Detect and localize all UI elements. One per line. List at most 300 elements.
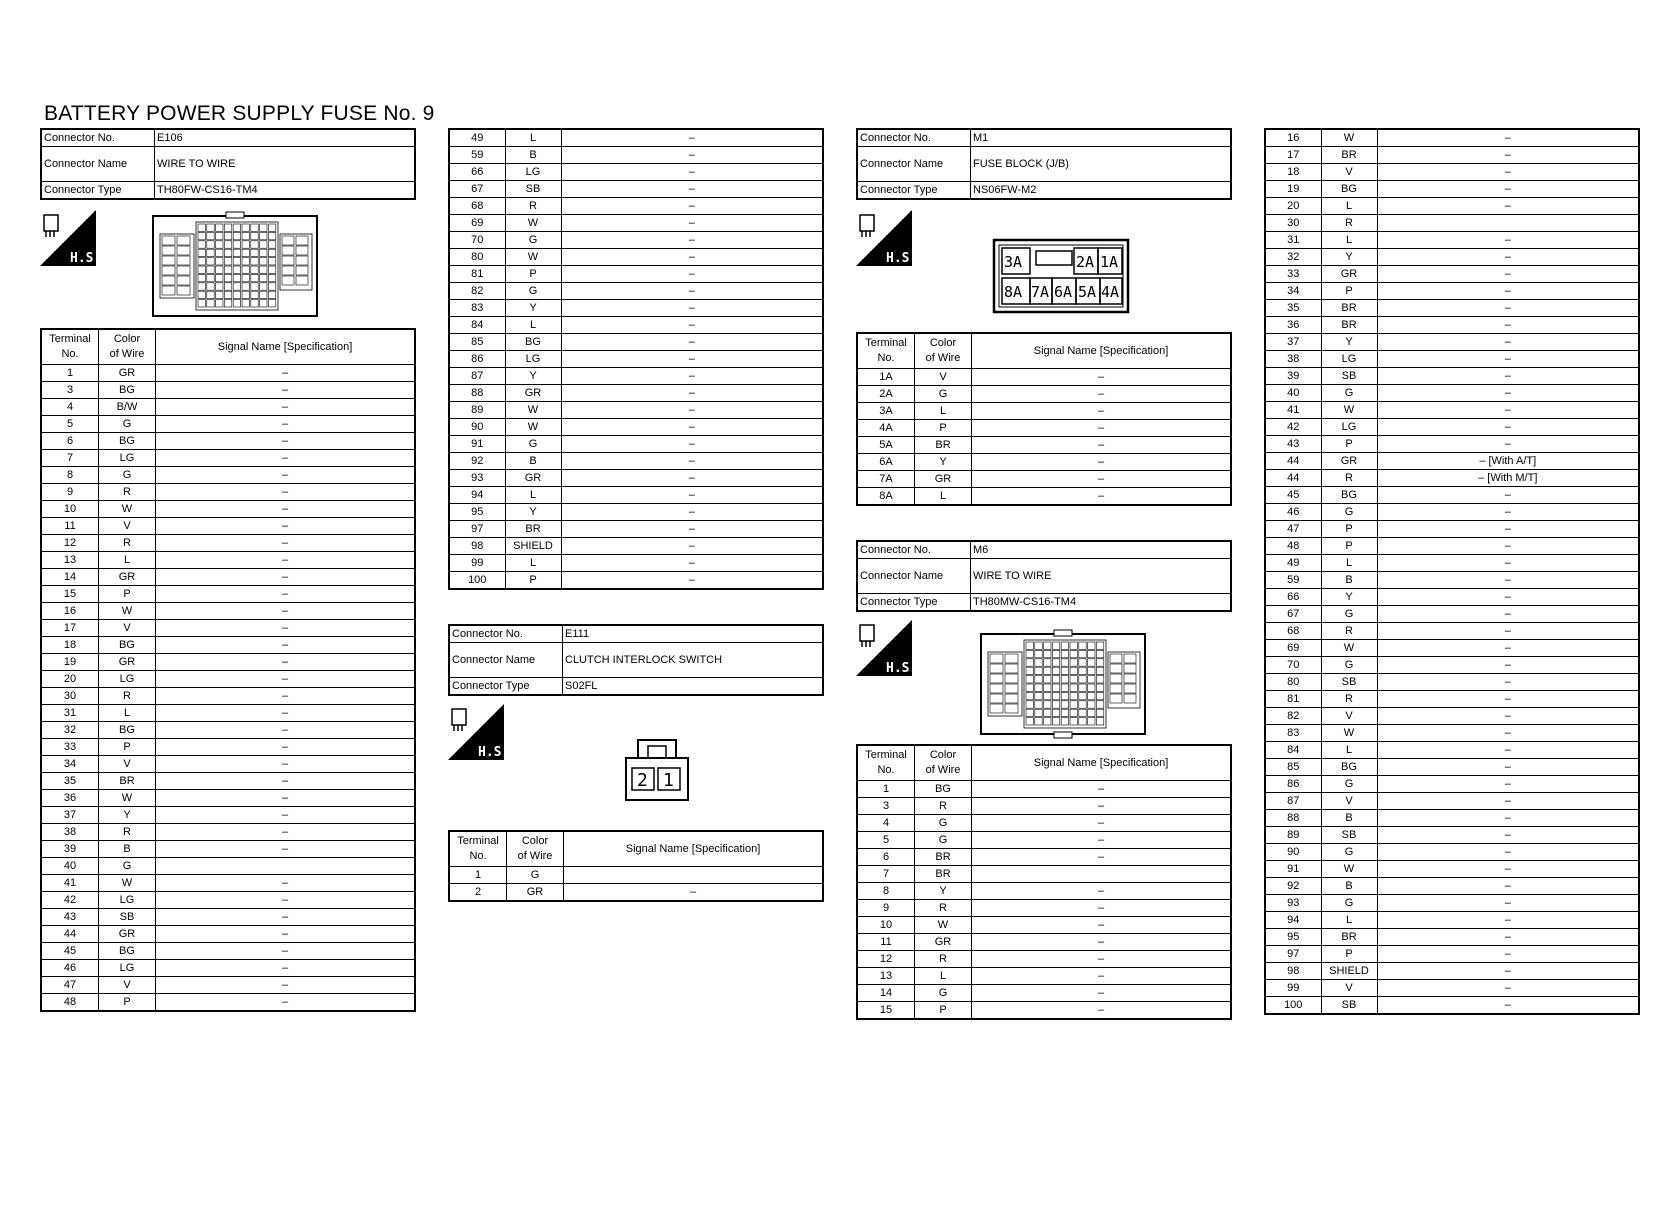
signal-name-cell: – <box>1377 861 1639 878</box>
terminal-no-cell: 68 <box>449 198 505 215</box>
table-row <box>449 572 823 590</box>
wire-color-cell: P <box>99 739 156 756</box>
signal-name-cell: – <box>564 884 824 902</box>
table-row <box>449 419 823 436</box>
signal-name-cell: – <box>156 960 416 977</box>
harness-side-icon <box>856 210 918 266</box>
wire-color-cell: W <box>505 402 561 419</box>
terminal-no-cell: 68 <box>1265 623 1321 640</box>
table-row <box>1265 317 1639 334</box>
signal-name-cell: – <box>156 535 416 552</box>
connector-name-label: Connector Name <box>857 559 971 594</box>
signal-name-cell: – <box>1377 725 1639 742</box>
terminal-no-cell: 83 <box>449 300 505 317</box>
wire-color-cell: P <box>99 994 156 1012</box>
terminal-no-cell: 43 <box>41 909 99 926</box>
signal-name-cell: – <box>1377 878 1639 895</box>
signal-name-cell: – <box>561 555 823 572</box>
table-row <box>449 884 823 902</box>
wire-color-cell: Y <box>1321 249 1377 266</box>
table-row <box>41 467 415 484</box>
wire-color-cell: GR <box>99 365 156 382</box>
wire-color-cell: BG <box>915 781 972 798</box>
terminal-no-cell: 19 <box>1265 181 1321 198</box>
table-row <box>1265 436 1639 453</box>
terminal-no-cell: 80 <box>449 249 505 266</box>
terminal-no-cell: 90 <box>449 419 505 436</box>
terminal-no-cell: 37 <box>1265 334 1321 351</box>
wire-color-cell: BG <box>1321 487 1377 504</box>
wire-color-cell: L <box>505 129 561 147</box>
terminal-no-cell: 99 <box>1265 980 1321 997</box>
terminal-no-cell: 99 <box>449 555 505 572</box>
table-row <box>41 943 415 960</box>
wire-color-cell: L <box>99 552 156 569</box>
wire-color-cell: P <box>1321 283 1377 300</box>
connector-e106-continued-section <box>448 128 824 902</box>
terminal-no-cell: 82 <box>449 283 505 300</box>
wire-color-cell: R <box>915 798 972 815</box>
signal-name-cell: – <box>972 917 1232 934</box>
table-row <box>41 450 415 467</box>
signal-name-cell: – <box>1377 487 1639 504</box>
signal-name-cell <box>1377 215 1639 232</box>
table-row <box>857 866 1231 883</box>
signal-name-cell: – <box>156 416 416 433</box>
wire-color-cell: BR <box>1321 300 1377 317</box>
signal-name-cell: – <box>1377 793 1639 810</box>
wire-color-cell: L <box>1321 912 1377 929</box>
signal-name-cell: – <box>156 875 416 892</box>
wire-color-cell: BR <box>915 866 972 883</box>
terminal-no-cell: 11 <box>857 934 915 951</box>
terminal-no-cell: 20 <box>41 671 99 688</box>
table-row <box>857 454 1231 471</box>
table-row <box>41 688 415 705</box>
signal-name-cell: – <box>972 968 1232 985</box>
table-row <box>41 977 415 994</box>
wire-color-cell: W <box>505 249 561 266</box>
signal-name-cell: – <box>972 369 1232 386</box>
signal-name-cell: – <box>1377 351 1639 368</box>
wire-color-cell: L <box>1321 555 1377 572</box>
terminal-no-cell: 41 <box>1265 402 1321 419</box>
table-row <box>857 883 1231 900</box>
signal-name-cell: – <box>1377 776 1639 793</box>
svg-text:H.S.: H.S. <box>886 661 918 676</box>
connector-no-value: E106 <box>155 129 416 147</box>
signal-name-cell: – <box>561 334 823 351</box>
table-row <box>1265 708 1639 725</box>
signal-name-cell: – <box>972 403 1232 420</box>
signal-name-cell: – <box>156 671 416 688</box>
table-row <box>41 671 415 688</box>
wire-color-cell: B <box>1321 878 1377 895</box>
terminal-no-cell: 3 <box>857 798 915 815</box>
page-title: BATTERY POWER SUPPLY FUSE No. 9 <box>44 102 435 125</box>
wire-color-cell: SB <box>99 909 156 926</box>
wire-color-cell: B <box>1321 572 1377 589</box>
table-row <box>449 266 823 283</box>
signal-name-cell: – <box>1377 538 1639 555</box>
signal-name-cell <box>156 858 416 875</box>
table-row <box>1265 181 1639 198</box>
terminal-no-cell: 1A <box>857 369 915 386</box>
terminal-no-cell: 6 <box>857 849 915 866</box>
connector-type-label: Connector Type <box>449 678 563 696</box>
terminal-no-cell: 84 <box>449 317 505 334</box>
svg-text:1A: 1A <box>1100 253 1119 271</box>
table-row <box>1265 980 1639 997</box>
table-row <box>857 1002 1231 1020</box>
terminal-no-cell: 33 <box>1265 266 1321 283</box>
terminal-no-header: Terminal No. <box>857 745 915 781</box>
wire-color-cell: BR <box>915 437 972 454</box>
terminal-no-cell: 18 <box>41 637 99 654</box>
table-row <box>1265 674 1639 691</box>
signal-name-cell: – <box>561 402 823 419</box>
table-row <box>1265 538 1639 555</box>
signal-name-cell: – <box>1377 368 1639 385</box>
wire-color-cell: BG <box>99 433 156 450</box>
terminal-no-cell: 67 <box>1265 606 1321 623</box>
connector-m6-continued-section <box>1264 128 1640 1015</box>
wire-color-cell: B <box>505 453 561 470</box>
terminal-no-cell: 4 <box>41 399 99 416</box>
table-row <box>857 781 1231 798</box>
signal-name-cell <box>564 867 824 884</box>
terminal-no-header: Terminal No. <box>41 329 99 365</box>
table-row <box>41 739 415 756</box>
signal-name-cell: – <box>1377 657 1639 674</box>
terminal-no-cell: 92 <box>1265 878 1321 895</box>
color-header: Color of Wire <box>915 745 972 781</box>
wire-color-cell: L <box>99 705 156 722</box>
wire-color-cell: L <box>915 488 972 506</box>
terminal-no-cell: 19 <box>41 654 99 671</box>
signal-name-cell: – <box>561 181 823 198</box>
table-row <box>41 824 415 841</box>
wire-color-cell: R <box>1321 691 1377 708</box>
table-row <box>449 351 823 368</box>
table-row <box>41 875 415 892</box>
signal-name-cell: – <box>1377 606 1639 623</box>
wire-color-cell: L <box>505 555 561 572</box>
table-row <box>41 382 415 399</box>
terminal-no-cell: 35 <box>1265 300 1321 317</box>
terminal-no-cell: 87 <box>449 368 505 385</box>
signal-name-cell: – <box>561 504 823 521</box>
signal-name-cell: – [With M/T] <box>1377 470 1639 487</box>
svg-text:3A: 3A <box>1004 253 1023 271</box>
signal-name-cell: – <box>1377 708 1639 725</box>
wire-color-cell: GR <box>99 926 156 943</box>
table-row <box>449 538 823 555</box>
wire-color-cell: V <box>99 518 156 535</box>
table-row <box>41 654 415 671</box>
svg-text:6A: 6A <box>1054 283 1073 301</box>
signal-name-cell: – <box>561 385 823 402</box>
signal-name-cell: – <box>561 453 823 470</box>
signal-name-cell: – <box>156 450 416 467</box>
signal-name-cell: – <box>156 620 416 637</box>
signal-name-cell: – <box>1377 555 1639 572</box>
table-row <box>857 968 1231 985</box>
table-row <box>1265 300 1639 317</box>
wire-color-cell: SB <box>505 181 561 198</box>
signal-name-cell: – <box>1377 929 1639 946</box>
wire-color-cell: B <box>505 147 561 164</box>
table-row <box>1265 283 1639 300</box>
svg-text:1: 1 <box>663 770 674 791</box>
wire-color-cell: GR <box>915 934 972 951</box>
svg-text:H.S.: H.S. <box>886 251 918 266</box>
terminal-no-cell: 48 <box>41 994 99 1012</box>
wire-color-cell: BG <box>99 637 156 654</box>
wire-color-cell: G <box>1321 504 1377 521</box>
table-row <box>41 705 415 722</box>
terminal-no-cell: 34 <box>1265 283 1321 300</box>
connector-type-value: TH80FW-CS16-TM4 <box>155 182 416 200</box>
signal-name-cell: – <box>972 420 1232 437</box>
signal-name-cell: – <box>156 926 416 943</box>
signal-name-cell <box>972 866 1232 883</box>
wire-color-cell: BG <box>99 722 156 739</box>
signal-name-cell: – <box>972 488 1232 506</box>
signal-name-cell: – <box>1377 266 1639 283</box>
wire-color-cell: Y <box>99 807 156 824</box>
table-row <box>449 181 823 198</box>
table-row <box>1265 504 1639 521</box>
terminal-no-cell: 18 <box>1265 164 1321 181</box>
terminal-no-cell: 40 <box>41 858 99 875</box>
terminal-no-cell: 59 <box>1265 572 1321 589</box>
table-row <box>449 521 823 538</box>
terminal-no-cell: 32 <box>41 722 99 739</box>
signal-name-cell: – <box>972 883 1232 900</box>
terminal-no-cell: 12 <box>857 951 915 968</box>
wire-color-cell: Y <box>1321 334 1377 351</box>
terminal-no-cell: 38 <box>41 824 99 841</box>
terminal-no-cell: 80 <box>1265 674 1321 691</box>
terminal-no-cell: 97 <box>449 521 505 538</box>
terminal-no-cell: 44 <box>41 926 99 943</box>
svg-text:H.S.: H.S. <box>70 251 102 266</box>
terminal-no-cell: 91 <box>1265 861 1321 878</box>
terminal-no-cell: 9 <box>41 484 99 501</box>
connector-name-value: FUSE BLOCK (J/B) <box>971 147 1232 182</box>
table-row <box>1265 776 1639 793</box>
signal-name-cell: – <box>561 470 823 487</box>
signal-name-cell: – <box>156 841 416 858</box>
wire-color-cell: W <box>505 215 561 232</box>
terminal-no-cell: 5 <box>857 832 915 849</box>
wire-color-cell: SB <box>1321 827 1377 844</box>
terminal-no-cell: 10 <box>857 917 915 934</box>
terminal-no-cell: 95 <box>1265 929 1321 946</box>
table-row <box>449 487 823 504</box>
table-row <box>449 334 823 351</box>
wire-color-cell: BR <box>1321 317 1377 334</box>
table-row <box>1265 657 1639 674</box>
harness-side-icon <box>448 704 510 760</box>
signal-header: Signal Name [Specification] <box>156 329 416 365</box>
signal-name-cell: – <box>972 832 1232 849</box>
wire-color-cell: G <box>915 832 972 849</box>
wire-color-cell: V <box>915 369 972 386</box>
signal-name-cell: – <box>156 773 416 790</box>
table-row <box>449 164 823 181</box>
wire-color-cell: LG <box>505 351 561 368</box>
wire-color-cell: W <box>1321 725 1377 742</box>
terminal-no-cell: 69 <box>1265 640 1321 657</box>
table-row <box>1265 640 1639 657</box>
table-row <box>41 586 415 603</box>
terminal-no-cell: 45 <box>1265 487 1321 504</box>
color-header: Color of Wire <box>507 831 564 867</box>
terminal-no-cell: 17 <box>1265 147 1321 164</box>
signal-header: Signal Name [Specification] <box>564 831 824 867</box>
terminal-no-cell: 13 <box>857 968 915 985</box>
table-row <box>1265 861 1639 878</box>
wire-color-cell: V <box>99 620 156 637</box>
table-row <box>1265 266 1639 283</box>
connector-e106-section <box>40 128 416 1012</box>
wire-color-cell: BG <box>99 382 156 399</box>
terminal-no-cell: 31 <box>41 705 99 722</box>
table-row <box>449 300 823 317</box>
signal-name-cell: – <box>156 501 416 518</box>
signal-name-cell: – <box>561 487 823 504</box>
signal-header: Signal Name [Specification] <box>972 333 1232 369</box>
wire-color-cell: BG <box>1321 181 1377 198</box>
wire-color-cell: R <box>915 900 972 917</box>
wire-color-cell: G <box>505 232 561 249</box>
wire-color-cell: G <box>915 815 972 832</box>
terminal-no-cell: 4 <box>857 815 915 832</box>
signal-name-cell: – <box>1377 623 1639 640</box>
terminal-no-cell: 10 <box>41 501 99 518</box>
table-row <box>857 815 1231 832</box>
signal-name-cell: – <box>561 198 823 215</box>
wire-color-cell: BR <box>915 849 972 866</box>
terminal-no-cell: 85 <box>449 334 505 351</box>
signal-name-cell: – <box>1377 402 1639 419</box>
signal-name-cell: – <box>1377 980 1639 997</box>
table-row <box>1265 419 1639 436</box>
wire-color-cell: BR <box>1321 929 1377 946</box>
table-row <box>1265 810 1639 827</box>
table-row <box>1265 402 1639 419</box>
connector-face-e111 <box>624 738 690 804</box>
signal-name-cell: – <box>1377 844 1639 861</box>
signal-name-cell: – <box>972 781 1232 798</box>
terminal-table-m6-a <box>856 744 1232 1020</box>
connector-type-value: NS06FW-M2 <box>971 182 1232 200</box>
terminal-no-cell: 86 <box>449 351 505 368</box>
table-row <box>1265 878 1639 895</box>
wire-color-cell: Y <box>915 883 972 900</box>
table-row <box>1265 929 1639 946</box>
wire-color-cell: L <box>915 403 972 420</box>
wire-color-cell: G <box>915 985 972 1002</box>
terminal-table-m1 <box>856 332 1232 506</box>
table-row <box>41 960 415 977</box>
table-row <box>1265 589 1639 606</box>
wire-color-cell: Y <box>915 454 972 471</box>
harness-side-icon <box>856 620 918 676</box>
terminal-no-cell: 14 <box>857 985 915 1002</box>
signal-name-cell: – <box>1377 691 1639 708</box>
signal-name-cell: – <box>1377 742 1639 759</box>
signal-name-cell: – <box>156 688 416 705</box>
signal-name-cell: – <box>972 900 1232 917</box>
signal-name-cell: – <box>972 815 1232 832</box>
table-row <box>449 867 823 884</box>
terminal-no-cell: 1 <box>449 867 507 884</box>
table-row <box>857 798 1231 815</box>
terminal-no-cell: 6 <box>41 433 99 450</box>
wire-color-cell: R <box>1321 470 1377 487</box>
wire-color-cell: W <box>1321 640 1377 657</box>
table-row <box>1265 793 1639 810</box>
terminal-no-cell: 7 <box>41 450 99 467</box>
terminal-no-cell: 5 <box>41 416 99 433</box>
wire-color-cell: P <box>505 266 561 283</box>
color-header: Color of Wire <box>99 329 156 365</box>
terminal-no-cell: 15 <box>857 1002 915 1020</box>
table-row <box>1265 385 1639 402</box>
wire-color-cell: P <box>1321 538 1377 555</box>
table-row <box>449 317 823 334</box>
signal-name-cell: – <box>156 739 416 756</box>
terminal-no-cell: 100 <box>449 572 505 590</box>
wire-color-cell: SB <box>1321 997 1377 1015</box>
terminal-no-cell: 42 <box>41 892 99 909</box>
wire-color-cell: G <box>1321 776 1377 793</box>
table-row <box>449 436 823 453</box>
wire-color-cell: L <box>1321 742 1377 759</box>
connector-face-e106 <box>152 212 318 318</box>
signal-name-cell: – <box>1377 249 1639 266</box>
table-row <box>41 790 415 807</box>
terminal-no-cell: 66 <box>1265 589 1321 606</box>
table-row <box>41 501 415 518</box>
terminal-no-cell: 70 <box>1265 657 1321 674</box>
wire-color-cell: V <box>99 756 156 773</box>
terminal-no-cell: 13 <box>41 552 99 569</box>
signal-name-cell: – <box>156 756 416 773</box>
terminal-no-cell: 16 <box>1265 129 1321 147</box>
terminal-no-cell: 48 <box>1265 538 1321 555</box>
wire-color-cell: Y <box>505 504 561 521</box>
terminal-no-cell: 5A <box>857 437 915 454</box>
table-row <box>857 832 1231 849</box>
wire-color-cell: R <box>99 535 156 552</box>
table-row <box>449 385 823 402</box>
table-row <box>857 437 1231 454</box>
table-row <box>1265 742 1639 759</box>
connector-no-label: Connector No. <box>857 541 971 559</box>
terminal-no-cell: 34 <box>41 756 99 773</box>
table-row <box>449 129 823 147</box>
table-row <box>449 368 823 385</box>
table-row <box>449 555 823 572</box>
signal-name-cell: – <box>561 300 823 317</box>
signal-name-cell: – <box>1377 436 1639 453</box>
terminal-no-cell: 8 <box>41 467 99 484</box>
connector-diagram-m1 <box>856 200 1232 332</box>
